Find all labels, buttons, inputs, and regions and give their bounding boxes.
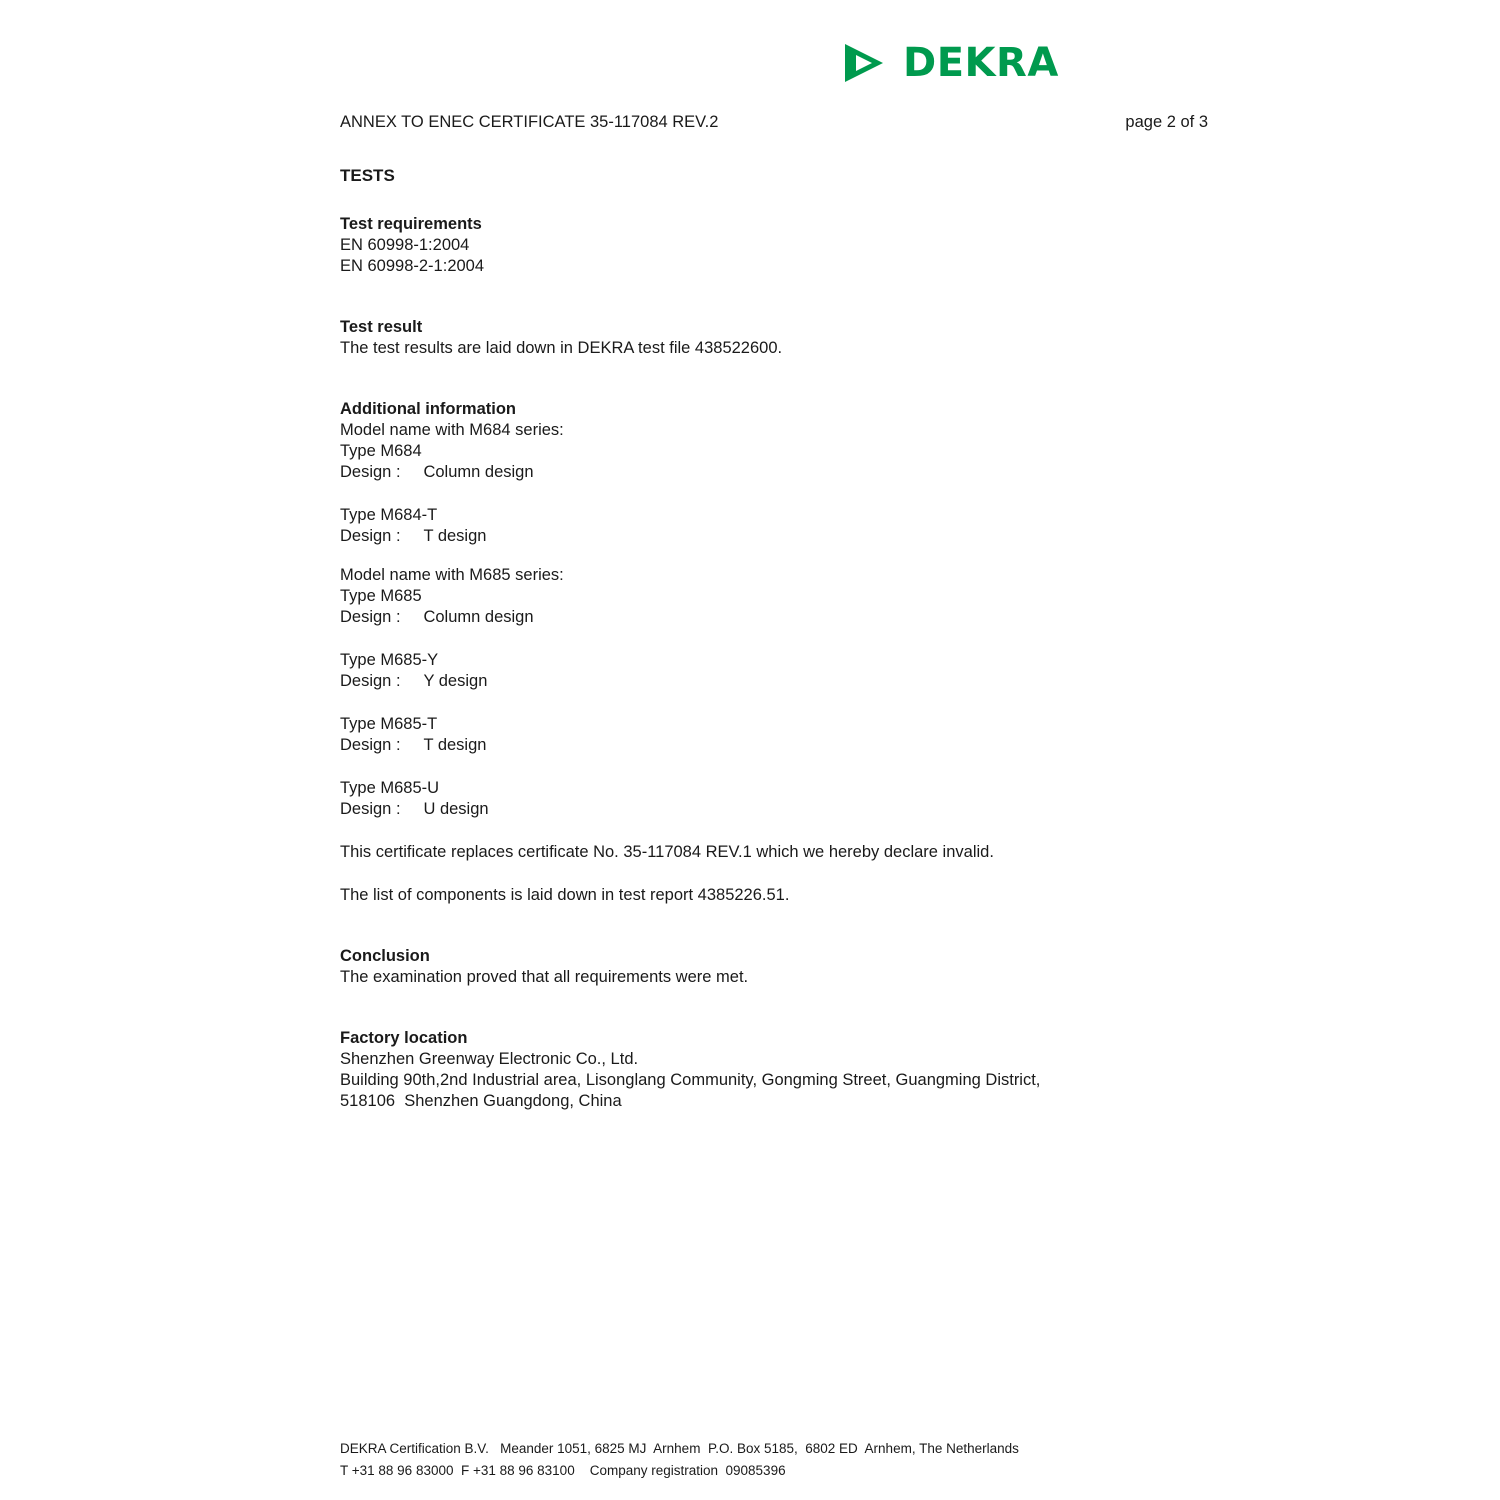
model-design-row <box>340 799 1350 820</box>
dekra-triangle-logo-icon <box>843 40 889 86</box>
model-type: Type M685 <box>340 587 422 605</box>
design-label: Design : <box>340 672 401 690</box>
model-type: Type M685-T <box>340 715 438 733</box>
model-design-row <box>340 462 1350 483</box>
design-value: Column design <box>423 608 534 626</box>
tests-heading: TESTS <box>340 166 395 185</box>
model-type: Type M685-Y <box>340 651 439 669</box>
design-value: Y design <box>423 672 488 690</box>
dekra-logo <box>843 40 1059 86</box>
model-design-row <box>340 526 1350 547</box>
footer-contact-line: T +31 88 96 83000 F +31 88 96 83100 Company registration 09085396 <box>340 1463 786 1478</box>
component-list-note: The list of components is laid down in test report 4385226.51. <box>340 886 790 904</box>
design-value: Column design <box>423 463 534 481</box>
dekra-wordmark: DEKRA <box>903 40 1059 86</box>
test-result-heading: Test result <box>340 318 423 336</box>
design-value: T design <box>423 736 487 754</box>
design-label: Design : <box>340 736 401 754</box>
design-label: Design : <box>340 800 401 818</box>
test-requirement-line: EN 60998-2-1:2004 <box>340 257 485 275</box>
document-footer <box>340 1438 1360 1482</box>
conclusion-heading: Conclusion <box>340 947 430 965</box>
document-header <box>340 113 1208 132</box>
model-type: Type M685-U <box>340 779 440 797</box>
additional-information-heading: Additional information <box>340 400 516 418</box>
model-design-row <box>340 607 1350 628</box>
design-value: U design <box>423 800 489 818</box>
factory-location-line: Shenzhen Greenway Electronic Co., Ltd. <box>340 1050 639 1068</box>
test-result-line: The test results are laid down in DEKRA test file 438522600. <box>340 339 783 357</box>
conclusion-line: The examination proved that all requirements were met. <box>340 968 749 986</box>
factory-location-line: 518106 Shenzhen Guangdong, China <box>340 1092 622 1110</box>
page-number: page 2 of 3 <box>1125 113 1208 131</box>
footer-address-line: DEKRA Certification B.V. Meander 1051, 6825 MJ Arnhem P.O. Box 5185, 6802 ED Arnhem, The Netherlands <box>340 1441 1019 1456</box>
model-type: Type M684-T <box>340 506 438 524</box>
factory-location-line: Building 90th,2nd Industrial area, Lisonglang Community, Gongming Street, Guangming District, <box>340 1071 1041 1089</box>
model-type: Type M684 <box>340 442 422 460</box>
test-requirement-line: EN 60998-1:2004 <box>340 236 470 254</box>
design-label: Design : <box>340 527 401 545</box>
model-series-intro: Model name with M685 series: <box>340 566 564 584</box>
document-body <box>340 165 1350 1112</box>
annex-title: ANNEX TO ENEC CERTIFICATE 35-117084 REV.2 <box>340 113 719 131</box>
model-series-intro: Model name with M684 series: <box>340 421 564 439</box>
model-design-row <box>340 735 1350 756</box>
model-design-row <box>340 671 1350 692</box>
design-value: T design <box>423 527 487 545</box>
design-label: Design : <box>340 608 401 626</box>
test-requirements-heading: Test requirements <box>340 215 482 233</box>
certificate-replacement-note: This certificate replaces certificate No. 35-117084 REV.1 which we hereby declare invalid. <box>340 843 994 861</box>
factory-location-heading: Factory location <box>340 1029 468 1047</box>
design-label: Design : <box>340 463 401 481</box>
